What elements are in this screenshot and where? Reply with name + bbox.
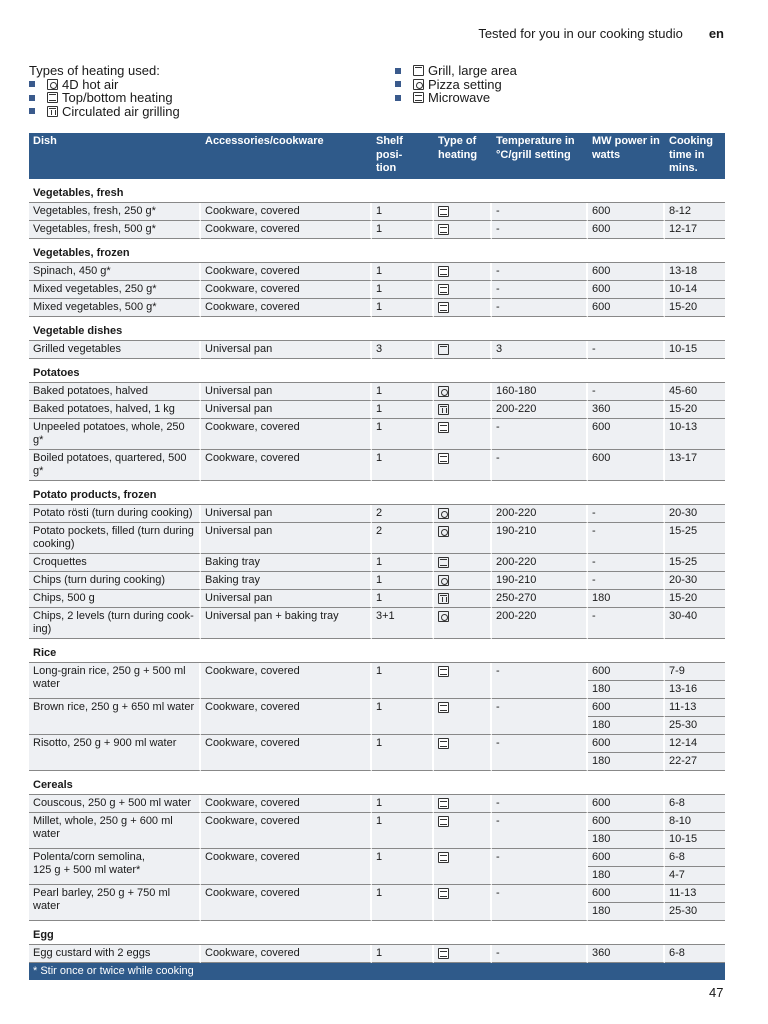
circulated-air-grilling-icon bbox=[47, 106, 58, 117]
heating-legend bbox=[29, 64, 729, 124]
accessory-cell: Cookware, covered bbox=[201, 263, 372, 281]
cooking-time-cell: 13-16 bbox=[665, 681, 725, 699]
temperature-cell: - bbox=[492, 945, 588, 963]
cooking-table bbox=[29, 133, 725, 980]
column-header: Dish bbox=[33, 135, 57, 147]
temperature-cell: - bbox=[492, 221, 588, 239]
column-header: Temperature in °C/grill setting bbox=[496, 135, 575, 161]
cooking-time-cell: 20-30 bbox=[665, 505, 725, 523]
microwave-icon bbox=[438, 266, 449, 277]
accessory-cell: Cookware, covered bbox=[201, 221, 372, 239]
accessory-cell: Baking tray bbox=[201, 554, 372, 572]
microwave-icon bbox=[438, 666, 449, 677]
section-heading: Vegetables, frozen bbox=[29, 239, 725, 263]
mw-power-cell: - bbox=[588, 505, 665, 523]
accessory-cell: Cookware, covered bbox=[201, 699, 372, 735]
cooking-time-cell: 12-17 bbox=[665, 221, 725, 239]
bullet-icon bbox=[29, 95, 35, 101]
shelf-cell: 1 bbox=[372, 813, 434, 849]
section-heading: Egg bbox=[29, 921, 725, 945]
cooking-time-cell: 10-14 bbox=[665, 281, 725, 299]
heating-type-cell bbox=[434, 221, 492, 239]
legend-label: Top/bottom heating bbox=[62, 90, 173, 105]
cooking-time-cell: 45-60 bbox=[665, 383, 725, 401]
accessory-cell: Universal pan bbox=[201, 383, 372, 401]
accessory-cell: Cookware, covered bbox=[201, 735, 372, 771]
shelf-cell: 2 bbox=[372, 523, 434, 554]
shelf-cell: 1 bbox=[372, 699, 434, 735]
legend-label: 4D hot air bbox=[62, 76, 119, 92]
mw-power-cell: - bbox=[588, 608, 665, 639]
accessory-cell: Cookware, covered bbox=[201, 795, 372, 813]
temperature-cell: - bbox=[492, 419, 588, 450]
temperature-cell: - bbox=[492, 735, 588, 771]
accessory-cell: Cookware, covered bbox=[201, 945, 372, 963]
header-title: Tested for you in our cooking studio bbox=[478, 26, 683, 41]
accessory-cell: Cookware, covered bbox=[201, 281, 372, 299]
heating-type-cell bbox=[434, 945, 492, 963]
cooking-time-cell: 22-27 bbox=[665, 753, 725, 771]
shelf-cell: 1 bbox=[372, 221, 434, 239]
legend-item bbox=[29, 105, 180, 119]
section-heading: Vegetable dishes bbox=[29, 317, 725, 341]
legend-column-2 bbox=[395, 64, 517, 105]
mw-power-cell: - bbox=[588, 572, 665, 590]
legend-title: Types of heating used: bbox=[29, 63, 160, 78]
mw-power-cell: 600 bbox=[588, 795, 665, 813]
dish-cell: Croquettes bbox=[29, 554, 201, 572]
page-header bbox=[478, 26, 724, 41]
legend-label: Microwave bbox=[428, 90, 491, 105]
cooking-time-cell: 15-25 bbox=[665, 523, 725, 554]
temperature-cell: - bbox=[492, 849, 588, 885]
pizza-setting-icon bbox=[413, 79, 424, 90]
heating-type-cell bbox=[434, 663, 492, 699]
dish-cell: Couscous, 250 g + 500 ml water bbox=[29, 795, 201, 813]
microwave-icon bbox=[438, 284, 449, 295]
dish-cell: Grilled vegetables bbox=[29, 341, 201, 359]
accessory-cell: Universal pan bbox=[201, 401, 372, 419]
mw-power-cell: 180 bbox=[588, 681, 665, 699]
table-header-row bbox=[29, 133, 725, 179]
dish-cell: Potato pockets, filled (turn during cooking) bbox=[29, 523, 201, 554]
heating-type-cell bbox=[434, 281, 492, 299]
section-heading: Vegetables, fresh bbox=[29, 179, 725, 203]
section-heading: Potatoes bbox=[29, 359, 725, 383]
mw-power-cell: - bbox=[588, 383, 665, 401]
mw-power-cell: 600 bbox=[588, 203, 665, 221]
temperature-cell: 200-220 bbox=[492, 401, 588, 419]
cooking-time-cell: 7-9 bbox=[665, 663, 725, 681]
accessory-cell: Cookware, covered bbox=[201, 849, 372, 885]
microwave-icon bbox=[438, 888, 449, 899]
cooking-time-cell: 6-8 bbox=[665, 945, 725, 963]
mw-power-cell: - bbox=[588, 341, 665, 359]
cooking-time-cell: 13-18 bbox=[665, 263, 725, 281]
column-header: Accessories/cookware bbox=[205, 135, 324, 147]
temperature-cell: 200-220 bbox=[492, 608, 588, 639]
mw-power-cell: 600 bbox=[588, 699, 665, 717]
heating-type-cell bbox=[434, 299, 492, 317]
legend-item bbox=[29, 78, 180, 92]
microwave-icon bbox=[438, 224, 449, 235]
shelf-cell: 1 bbox=[372, 735, 434, 771]
microwave-icon bbox=[438, 798, 449, 809]
dish-cell: Polenta/corn semolina, 125 g + 500 ml water* bbox=[29, 849, 201, 885]
heating-type-cell bbox=[434, 699, 492, 735]
microwave-icon bbox=[438, 816, 449, 827]
cooking-time-cell: 25-30 bbox=[665, 903, 725, 921]
legend-item bbox=[395, 64, 517, 78]
heating-type-cell bbox=[434, 590, 492, 608]
cooking-time-cell: 6-8 bbox=[665, 795, 725, 813]
cooking-time-cell: 12-14 bbox=[665, 735, 725, 753]
heating-type-cell bbox=[434, 341, 492, 359]
accessory-cell: Universal pan bbox=[201, 341, 372, 359]
microwave-icon bbox=[438, 422, 449, 433]
mw-power-cell: 600 bbox=[588, 281, 665, 299]
dish-cell: Egg custard with 2 eggs bbox=[29, 945, 201, 963]
circulated-air-grilling-icon bbox=[438, 404, 449, 415]
section-heading: Rice bbox=[29, 639, 725, 663]
dish-cell: Baked potatoes, halved, 1 kg bbox=[29, 401, 201, 419]
heating-type-cell bbox=[434, 450, 492, 481]
microwave-icon bbox=[438, 302, 449, 313]
column-header: Cooking time in mins. bbox=[669, 135, 713, 174]
microwave-icon bbox=[438, 453, 449, 464]
pizza-setting-icon bbox=[438, 508, 449, 519]
column-header: Type of heating bbox=[438, 135, 478, 161]
dish-cell: Mixed vegetables, 500 g* bbox=[29, 299, 201, 317]
shelf-cell: 3+1 bbox=[372, 608, 434, 639]
dish-cell: Brown rice, 250 g + 650 ml water bbox=[29, 699, 201, 735]
mw-power-cell: - bbox=[588, 554, 665, 572]
shelf-cell: 3 bbox=[372, 341, 434, 359]
cooking-time-cell: 11-13 bbox=[665, 885, 725, 903]
mw-power-cell: 180 bbox=[588, 753, 665, 771]
heating-type-cell bbox=[434, 849, 492, 885]
mw-power-cell: 600 bbox=[588, 885, 665, 903]
heating-type-cell bbox=[434, 608, 492, 639]
language-code: en bbox=[708, 26, 724, 41]
dish-cell: Long-grain rice, 250 g + 500 ml water bbox=[29, 663, 201, 699]
section-heading: Cereals bbox=[29, 771, 725, 795]
cooking-time-cell: 10-15 bbox=[665, 341, 725, 359]
dish-cell: Boiled potatoes, quartered, 500 g* bbox=[29, 450, 201, 481]
heating-type-cell bbox=[434, 554, 492, 572]
mw-power-cell: 600 bbox=[588, 813, 665, 831]
heating-type-cell bbox=[434, 203, 492, 221]
grill-large-area-icon bbox=[413, 65, 424, 76]
legend-item bbox=[395, 91, 517, 105]
mw-power-cell: - bbox=[588, 523, 665, 554]
mw-power-cell: 600 bbox=[588, 735, 665, 753]
dish-cell: Vegetables, fresh, 500 g* bbox=[29, 221, 201, 239]
cooking-time-cell: 30-40 bbox=[665, 608, 725, 639]
mw-power-cell: 180 bbox=[588, 831, 665, 849]
dish-cell: Baked potatoes, halved bbox=[29, 383, 201, 401]
cooking-time-cell: 10-13 bbox=[665, 419, 725, 450]
shelf-cell: 2 bbox=[372, 505, 434, 523]
shelf-cell: 1 bbox=[372, 383, 434, 401]
heating-type-cell bbox=[434, 885, 492, 921]
dish-cell: Vegetables, fresh, 250 g* bbox=[29, 203, 201, 221]
table-body bbox=[29, 179, 725, 963]
dish-cell: Potato rösti (turn during cooking) bbox=[29, 505, 201, 523]
heating-type-cell bbox=[434, 813, 492, 849]
shelf-cell: 1 bbox=[372, 281, 434, 299]
top-bottom-heating-icon bbox=[438, 557, 449, 568]
column-header: MW power in watts bbox=[592, 135, 660, 161]
dish-cell: Unpeeled potatoes, whole, 250 g* bbox=[29, 419, 201, 450]
heating-type-cell bbox=[434, 735, 492, 771]
mw-power-cell: 600 bbox=[588, 299, 665, 317]
shelf-cell: 1 bbox=[372, 401, 434, 419]
accessory-cell: Universal pan bbox=[201, 523, 372, 554]
accessory-cell: Universal pan + baking tray bbox=[201, 608, 372, 639]
dish-cell: Spinach, 450 g* bbox=[29, 263, 201, 281]
shelf-cell: 1 bbox=[372, 885, 434, 921]
legend-label: Pizza setting bbox=[428, 76, 502, 92]
mw-power-cell: 600 bbox=[588, 221, 665, 239]
mw-power-cell: 600 bbox=[588, 263, 665, 281]
bullet-icon bbox=[395, 95, 401, 101]
cooking-time-cell: 15-20 bbox=[665, 299, 725, 317]
cooking-time-cell: 15-20 bbox=[665, 590, 725, 608]
temperature-cell: - bbox=[492, 299, 588, 317]
temperature-cell: - bbox=[492, 795, 588, 813]
heating-type-cell bbox=[434, 523, 492, 554]
accessory-cell: Cookware, covered bbox=[201, 299, 372, 317]
legend-item bbox=[395, 78, 517, 92]
microwave-icon bbox=[438, 206, 449, 217]
bullet-icon bbox=[395, 68, 401, 74]
cooking-time-cell: 13-17 bbox=[665, 450, 725, 481]
accessory-cell: Cookware, covered bbox=[201, 813, 372, 849]
temperature-cell: 160-180 bbox=[492, 383, 588, 401]
temperature-cell: - bbox=[492, 885, 588, 921]
microwave-icon bbox=[438, 948, 449, 959]
mw-power-cell: 360 bbox=[588, 401, 665, 419]
shelf-cell: 1 bbox=[372, 419, 434, 450]
mw-power-cell: 600 bbox=[588, 419, 665, 450]
cooking-time-cell: 8-12 bbox=[665, 203, 725, 221]
temperature-cell: 200-220 bbox=[492, 505, 588, 523]
mw-power-cell: 180 bbox=[588, 903, 665, 921]
shelf-cell: 1 bbox=[372, 945, 434, 963]
top-bottom-heating-icon bbox=[47, 92, 58, 103]
shelf-cell: 1 bbox=[372, 663, 434, 699]
cooking-time-cell: 11-13 bbox=[665, 699, 725, 717]
cooking-time-cell: 4-7 bbox=[665, 867, 725, 885]
accessory-cell: Cookware, covered bbox=[201, 419, 372, 450]
microwave-icon bbox=[438, 702, 449, 713]
accessory-cell: Baking tray bbox=[201, 572, 372, 590]
cooking-time-cell: 25-30 bbox=[665, 717, 725, 735]
legend-column-1 bbox=[29, 64, 180, 118]
cooking-time-cell: 15-25 bbox=[665, 554, 725, 572]
bullet-icon bbox=[395, 81, 401, 87]
pizza-setting-icon bbox=[438, 575, 449, 586]
heating-type-cell bbox=[434, 263, 492, 281]
accessory-cell: Universal pan bbox=[201, 590, 372, 608]
dish-cell: Pearl barley, 250 g + 750 ml water bbox=[29, 885, 201, 921]
dish-cell: Chips (turn during cooking) bbox=[29, 572, 201, 590]
cooking-time-cell: 8-10 bbox=[665, 813, 725, 831]
temperature-cell: - bbox=[492, 663, 588, 699]
section-heading: Potato products, frozen bbox=[29, 481, 725, 505]
temperature-cell: - bbox=[492, 699, 588, 735]
pizza-setting-icon bbox=[438, 526, 449, 537]
hot-air-4d-icon bbox=[438, 386, 449, 397]
mw-power-cell: 600 bbox=[588, 450, 665, 481]
accessory-cell: Cookware, covered bbox=[201, 203, 372, 221]
shelf-cell: 1 bbox=[372, 263, 434, 281]
temperature-cell: 200-220 bbox=[492, 554, 588, 572]
bullet-icon bbox=[29, 108, 35, 114]
mw-power-cell: 180 bbox=[588, 867, 665, 885]
shelf-cell: 1 bbox=[372, 590, 434, 608]
microwave-icon bbox=[413, 92, 424, 103]
shelf-cell: 1 bbox=[372, 849, 434, 885]
cooking-time-cell: 10-15 bbox=[665, 831, 725, 849]
column-header: Shelf posi- tion bbox=[376, 135, 403, 174]
mw-power-cell: 600 bbox=[588, 849, 665, 867]
grill-large-area-icon bbox=[438, 344, 449, 355]
hot-air-4d-icon bbox=[438, 611, 449, 622]
mw-power-cell: 360 bbox=[588, 945, 665, 963]
temperature-cell: 3 bbox=[492, 341, 588, 359]
legend-item bbox=[29, 91, 180, 105]
mw-power-cell: 180 bbox=[588, 717, 665, 735]
microwave-icon bbox=[438, 738, 449, 749]
temperature-cell: 190-210 bbox=[492, 572, 588, 590]
heating-type-cell bbox=[434, 419, 492, 450]
legend-label: Circulated air grilling bbox=[62, 103, 180, 119]
microwave-icon bbox=[438, 852, 449, 863]
shelf-cell: 1 bbox=[372, 554, 434, 572]
accessory-cell: Cookware, covered bbox=[201, 663, 372, 699]
mw-power-cell: 180 bbox=[588, 590, 665, 608]
dish-cell: Chips, 500 g bbox=[29, 590, 201, 608]
heating-type-cell bbox=[434, 383, 492, 401]
temperature-cell: 250-270 bbox=[492, 590, 588, 608]
temperature-cell: - bbox=[492, 813, 588, 849]
dish-cell: Millet, whole, 250 g + 600 ml water bbox=[29, 813, 201, 849]
temperature-cell: - bbox=[492, 450, 588, 481]
circulated-air-grilling-icon bbox=[438, 593, 449, 604]
heating-type-cell bbox=[434, 505, 492, 523]
shelf-cell: 1 bbox=[372, 572, 434, 590]
bullet-icon bbox=[29, 81, 35, 87]
heating-type-cell bbox=[434, 572, 492, 590]
page-number: 47 bbox=[709, 985, 724, 1000]
mw-power-cell: 600 bbox=[588, 663, 665, 681]
cooking-time-cell: 20-30 bbox=[665, 572, 725, 590]
table-footnote: * Stir once or twice while cooking bbox=[29, 963, 725, 980]
cooking-time-cell: 15-20 bbox=[665, 401, 725, 419]
accessory-cell: Cookware, covered bbox=[201, 450, 372, 481]
temperature-cell: 190-210 bbox=[492, 523, 588, 554]
temperature-cell: - bbox=[492, 263, 588, 281]
dish-cell: Risotto, 250 g + 900 ml water bbox=[29, 735, 201, 771]
heating-type-cell bbox=[434, 795, 492, 813]
accessory-cell: Universal pan bbox=[201, 505, 372, 523]
shelf-cell: 1 bbox=[372, 795, 434, 813]
dish-cell: Mixed vegetables, 250 g* bbox=[29, 281, 201, 299]
temperature-cell: - bbox=[492, 281, 588, 299]
legend-label: Grill, large area bbox=[428, 63, 517, 78]
accessory-cell: Cookware, covered bbox=[201, 885, 372, 921]
cooking-time-cell: 6-8 bbox=[665, 849, 725, 867]
shelf-cell: 1 bbox=[372, 450, 434, 481]
shelf-cell: 1 bbox=[372, 203, 434, 221]
shelf-cell: 1 bbox=[372, 299, 434, 317]
heating-type-cell bbox=[434, 401, 492, 419]
temperature-cell: - bbox=[492, 203, 588, 221]
dish-cell: Chips, 2 levels (turn during cook-ing) bbox=[29, 608, 201, 639]
hot-air-4d-icon bbox=[47, 79, 58, 90]
